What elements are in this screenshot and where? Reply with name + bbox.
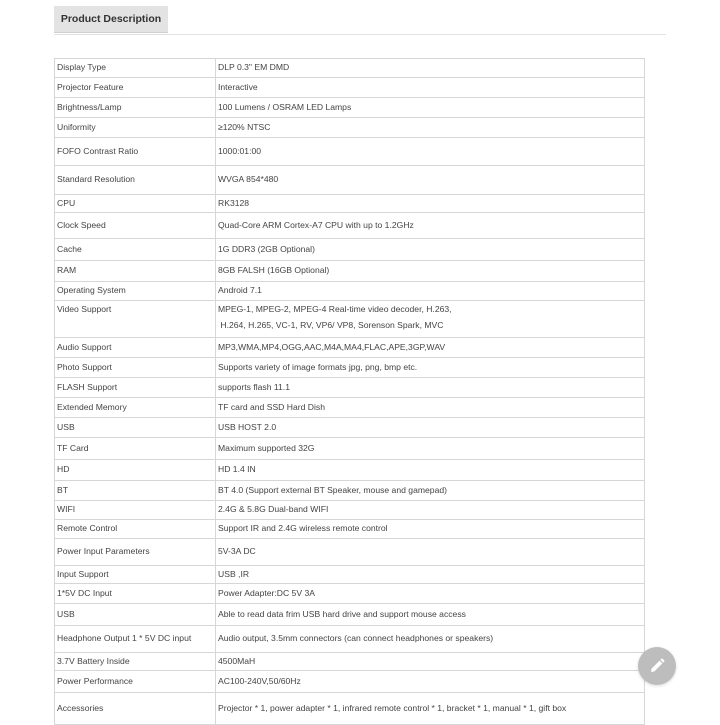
table-row xyxy=(55,166,645,195)
tab-bar xyxy=(54,6,666,35)
spec-value: WVGA 854*480 xyxy=(216,166,645,195)
spec-label: TF Card xyxy=(55,438,216,460)
spec-value: Quad-Core ARM Cortex-A7 CPU with up to 1.2GHz xyxy=(216,213,645,239)
table-row xyxy=(55,460,645,481)
spec-label: Operating System xyxy=(55,282,216,301)
spec-value: 2.4G & 5.8G Dual-band WIFI xyxy=(216,501,645,520)
table-row xyxy=(55,604,645,626)
table-row xyxy=(55,418,645,438)
table-row xyxy=(55,481,645,501)
spec-label: Accessories xyxy=(55,693,216,725)
table-row xyxy=(55,195,645,213)
spec-value: 1G DDR3 (2GB Optional) xyxy=(216,239,645,261)
spec-value: 100 Lumens / OSRAM LED Lamps xyxy=(216,98,645,118)
table-row xyxy=(55,566,645,584)
spec-value-line: H.264, H.265, VC-1, RV, VP6/ VP8, Sorenson Spark, MVC xyxy=(218,319,444,330)
spec-value: AC100-240V,50/60Hz xyxy=(216,671,645,693)
spec-value: 4500MaH xyxy=(216,653,645,671)
spec-label: Cache xyxy=(55,239,216,261)
spec-label: Projector Feature xyxy=(55,78,216,98)
table-row xyxy=(55,398,645,418)
spec-value: Interactive xyxy=(216,78,645,98)
table-row xyxy=(55,501,645,520)
spec-label: Clock Speed xyxy=(55,213,216,239)
spec-label: Video Support xyxy=(55,301,216,338)
spec-value: 5V-3A DC xyxy=(216,539,645,566)
table-row xyxy=(55,626,645,653)
table-row xyxy=(55,584,645,604)
spec-value: RK3128 xyxy=(216,195,645,213)
edit-button[interactable] xyxy=(638,647,676,685)
spec-label: Photo Support xyxy=(55,358,216,378)
tab-product-description[interactable]: Product Description xyxy=(54,6,168,33)
spec-label: HD xyxy=(55,460,216,481)
spec-label: 3.7V Battery Inside xyxy=(55,653,216,671)
table-row xyxy=(55,358,645,378)
table-row xyxy=(55,239,645,261)
spec-label: Remote Control xyxy=(55,520,216,539)
spec-value: MP3,WMA,MP4,OGG,AAC,M4A,MA4,FLAC,APE,3GP,WAV xyxy=(216,338,645,358)
table-row xyxy=(55,338,645,358)
spec-label: USB xyxy=(55,418,216,438)
spec-value: Audio output, 3.5mm connectors (can connect headphones or speakers) xyxy=(216,626,645,653)
table-row xyxy=(55,78,645,98)
spec-value: Support IR and 2.4G wireless remote control xyxy=(216,520,645,539)
spec-value: Power Adapter:DC 5V 3A xyxy=(216,584,645,604)
spec-label: 1*5V DC Input xyxy=(55,584,216,604)
table-row xyxy=(55,213,645,239)
spec-label: FOFO Contrast Ratio xyxy=(55,138,216,166)
spec-label: FLASH Support xyxy=(55,378,216,398)
spec-value-line: MPEG-1, MPEG-2, MPEG-4 Real-time video decoder, H.263, xyxy=(218,304,452,314)
spec-value: HD 1.4 IN xyxy=(216,460,645,481)
spec-label: Display Type xyxy=(55,59,216,78)
table-row xyxy=(55,98,645,118)
spec-label: USB xyxy=(55,604,216,626)
spec-label: Audio Support xyxy=(55,338,216,358)
spec-table xyxy=(54,58,645,725)
table-row xyxy=(55,378,645,398)
spec-label: RAM xyxy=(55,261,216,282)
table-row xyxy=(55,261,645,282)
spec-value: Maximum supported 32G xyxy=(216,438,645,460)
table-row xyxy=(55,138,645,166)
table-row xyxy=(55,539,645,566)
spec-value: Supports variety of image formats jpg, png, bmp etc. xyxy=(216,358,645,378)
spec-label: Standard Resolution xyxy=(55,166,216,195)
spec-label: BT xyxy=(55,481,216,501)
table-row xyxy=(55,438,645,460)
table-row xyxy=(55,653,645,671)
spec-label: Power Input Parameters xyxy=(55,539,216,566)
spec-value: 8GB FALSH (16GB Optional) xyxy=(216,261,645,282)
spec-value: Projector * 1, power adapter * 1, infrared remote control * 1, bracket * 1, manual * 1, gift box xyxy=(216,693,645,725)
spec-value: USB HOST 2.0 xyxy=(216,418,645,438)
table-row xyxy=(55,520,645,539)
spec-value: USB ,IR xyxy=(216,566,645,584)
spec-value xyxy=(216,301,645,338)
spec-value: ≥120% NTSC xyxy=(216,118,645,138)
pencil-icon xyxy=(648,657,666,675)
spec-value: Android 7.1 xyxy=(216,282,645,301)
spec-label: Uniformity xyxy=(55,118,216,138)
table-row xyxy=(55,118,645,138)
spec-value: TF card and SSD Hard Dish xyxy=(216,398,645,418)
spec-label: Input Support xyxy=(55,566,216,584)
spec-label: CPU xyxy=(55,195,216,213)
spec-label: Power Performance xyxy=(55,671,216,693)
spec-value: supports flash 11.1 xyxy=(216,378,645,398)
spec-label: WIFI xyxy=(55,501,216,520)
table-row xyxy=(55,671,645,693)
spec-value: Able to read data frim USB hard drive and support mouse access xyxy=(216,604,645,626)
spec-label: Headphone Output 1 * 5V DC input xyxy=(55,626,216,653)
table-row xyxy=(55,282,645,301)
spec-value: BT 4.0 (Support external BT Speaker, mouse and gamepad) xyxy=(216,481,645,501)
spec-label: Brightness/Lamp xyxy=(55,98,216,118)
spec-label: Extended Memory xyxy=(55,398,216,418)
table-row xyxy=(55,301,645,338)
table-row xyxy=(55,59,645,78)
spec-value: 1000:01:00 xyxy=(216,138,645,166)
spec-value: DLP 0.3" EM DMD xyxy=(216,59,645,78)
